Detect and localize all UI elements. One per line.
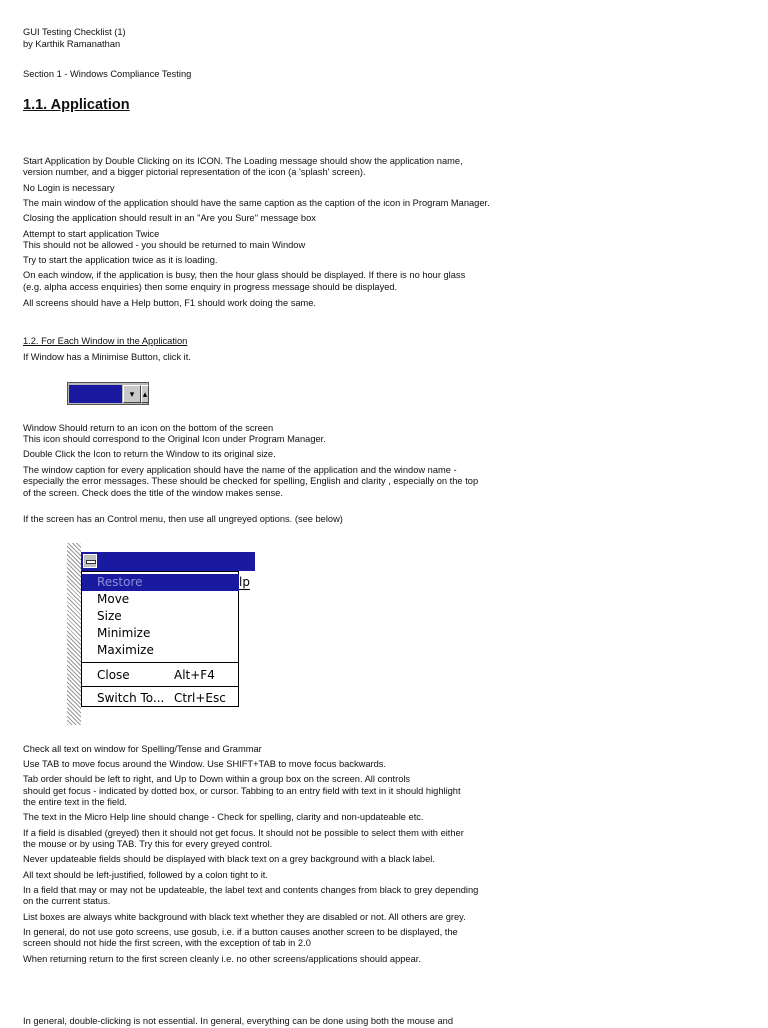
menu-item-close: Close Alt+F4 [97,668,215,682]
paragraph-line: In general, double-clicking is not essential. In general, everything can be done using both the mouse and [23,1016,454,1026]
maximize-arrow-icon: ▴ [141,385,149,403]
menubar-fragment: lp [239,575,250,589]
paragraph-line: The main window of the application should have the same caption as the caption of the icon in Program Manager. [23,198,490,208]
paragraph-line: This should not be allowed - you should be returned to main Window [23,240,306,250]
paragraph-line: Check all text on window for Spelling/Tense and Grammar [23,744,262,754]
paragraph-line: Try to start the application twice as it is loading. [23,255,218,265]
paragraph-line: List boxes are always white background with black text whether they are disabled or not. All others are grey. [23,912,466,922]
minimize-arrow-icon: ▾ [123,385,141,403]
control-menu-box-icon [83,554,97,568]
menu-item-restore: Restore [82,574,239,591]
control-menu-figure [67,543,255,725]
paragraph-line: the entire text in the field. [23,797,127,807]
menu-separator [82,662,239,663]
paragraph-line: Double Click the Icon to return the Window to its original size. [23,449,276,459]
document-title: GUI Testing Checklist (1) [23,27,126,37]
paragraph-line: especially the error messages. These should be checked for spelling, English and clarity , especially on the top [23,476,479,486]
paragraph-line: Never updateable fields should be displayed with black text on a grey background with a black label. [23,854,435,864]
paragraph-line: the mouse or by using TAB. Try this for every greyed control. [23,839,273,849]
paragraph-line: of the screen. Check does the title of the window makes sense. [23,488,283,498]
window-title-bar [81,552,255,571]
paragraph-line: This icon should correspond to the Original Icon under Program Manager. [23,434,326,444]
heading-for-each-window: 1.2. For Each Window in the Application [23,336,188,346]
menu-item-size: Size [97,609,122,623]
paragraph-line: Attempt to start application Twice [23,229,160,239]
paragraph-line: (e.g. alpha access enquiries) then some enquiry in progress message should be displayed. [23,282,398,292]
paragraph-line: Window Should return to an icon on the bottom of the screen [23,423,274,433]
paragraph-line: If the screen has an Control menu, then use all ungreyed options. (see below) [23,514,343,524]
paragraph-line: In a field that may or may not be updateable, the label text and contents changes from black to grey depending [23,885,479,895]
menu-item-maximize: Maximize [97,643,154,657]
paragraph-line: On each window, if the application is busy, then the hour glass should be displayed. If there is no hour glass [23,270,466,280]
paragraph-line: If a field is disabled (greyed) then it should not get focus. It should not be possible to select them with either [23,828,464,838]
menu-item-move: Move [97,592,130,606]
menu-separator [82,686,239,687]
paragraph-line: Closing the application should result in an "Are you Sure" message box [23,213,316,223]
paragraph-line: screen should not hide the first screen, with the exception of tab in 2.0 [23,938,311,948]
paragraph-line: The window caption for every application should have the name of the application and the window name - [23,465,457,475]
menu-item-minimize: Minimize [97,626,151,640]
document-author: by Karthik Ramanathan [23,39,121,49]
paragraph-line: No Login is necessary [23,183,115,193]
paragraph-line: should get focus - indicated by dotted box, or cursor. Tabbing to an entry field with text in it should highlight [23,786,461,796]
paragraph-line: Tab order should be left to right, and Up to Down within a group box on the screen. All controls [23,774,411,784]
paragraph-line: All screens should have a Help button, F1 should work doing the same. [23,298,317,308]
section-title: Section 1 - Windows Compliance Testing [23,69,192,79]
menu-item-switch-to: Switch To... Ctrl+Esc [97,691,226,705]
paragraph-line: In general, do not use goto screens, use gosub, i.e. if a button causes another screen to be displayed, the [23,927,458,937]
heading-application: 1.1. Application [23,97,130,113]
minimize-button-figure [67,382,149,405]
paragraph-line: on the current status. [23,896,111,906]
paragraph-line: Use TAB to move focus around the Window. Use SHIFT+TAB to move focus backwards. [23,759,386,769]
paragraph-line: When returning return to the first screen cleanly i.e. no other screens/applications should appear. [23,954,421,964]
paragraph-line: version number, and a bigger pictorial representation of the icon (a 'splash' screen). [23,167,366,177]
paragraph-line: Start Application by Double Clicking on its ICON. The Loading message should show the application name, [23,156,463,166]
paragraph-line: All text should be left-justified, followed by a colon tight to it. [23,870,268,880]
paragraph-line: If Window has a Minimise Button, click it. [23,352,191,362]
title-bar-fragment [69,385,122,403]
control-menu [81,571,239,707]
paragraph-line: The text in the Micro Help line should change - Check for spelling, clarity and non-updateable etc. [23,812,424,822]
